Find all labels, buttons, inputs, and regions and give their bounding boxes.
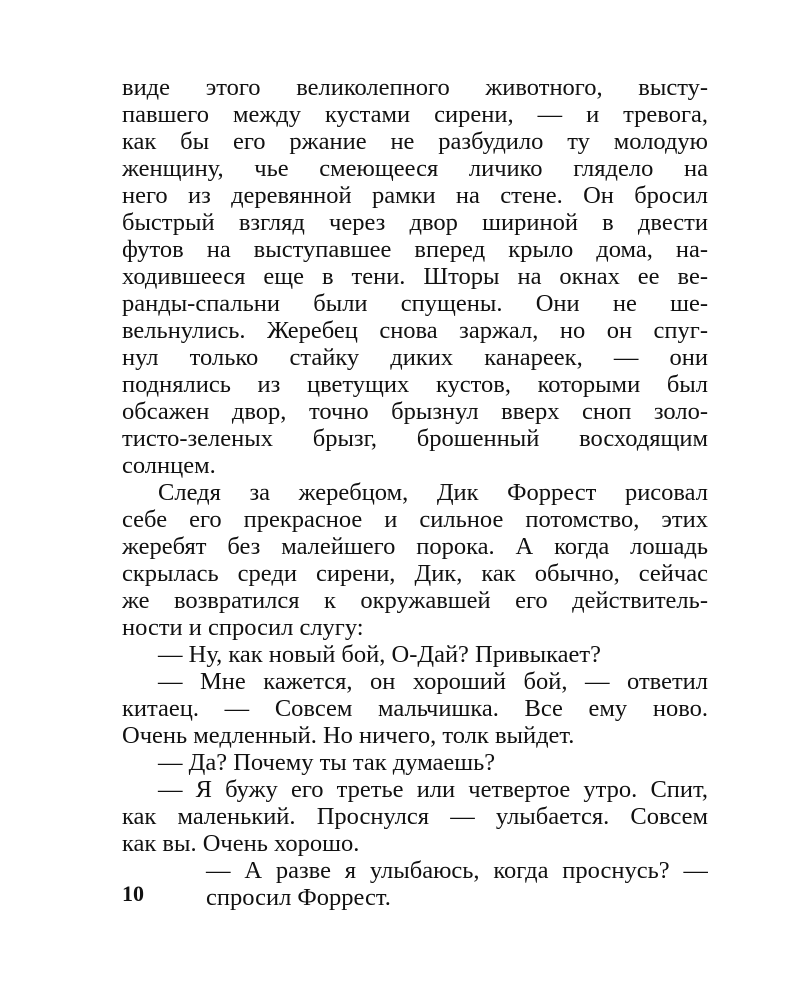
dialogue-line: — Да? Почему ты так думаешь? — [158, 749, 496, 776]
text-line: себе его прекрасное и сильное потомство, этих — [122, 506, 708, 533]
text-line: ходившееся еще в тени. Шторы на окнах ее ве- — [122, 263, 708, 290]
dialogue-line: как вы. Очень хорошо. — [122, 830, 360, 857]
text-line: же возвратился к окружавшей его действитель- — [122, 587, 708, 614]
text-line: жеребят без малейшего порока. А когда лошадь — [122, 533, 708, 560]
dialogue-line: — Мне кажется, он хороший бой, — ответил — [158, 668, 708, 695]
text-line: тисто-зеленых брызг, брошенный восходящим — [122, 425, 708, 452]
text-line: Следя за жеребцом, Дик Форрест рисовал — [158, 479, 708, 506]
dialogue-line: — А разве я улыбаюсь, когда проснусь? — — [206, 857, 708, 884]
dialogue-line: как маленький. Проснулся — улыбается. Совсем — [122, 803, 708, 830]
text-line: ранды-спальни были спущены. Они не ше- — [122, 290, 708, 317]
text-line: скрылась среди сирени, Дик, как обычно, сейчас — [122, 560, 708, 587]
dialogue-line: — Ну, как новый бой, О-Дай? Привыкает? — [158, 641, 601, 668]
dialogue-line: — Я бужу его третье или четвертое утро. Спит, — [158, 776, 708, 803]
text-line: павшего между кустами сирени, — и тревога, — [122, 101, 708, 128]
text-line: как бы его ржание не разбудило ту молодую — [122, 128, 708, 155]
text-line: вельнулись. Жеребец снова заржал, но он спуг- — [122, 317, 708, 344]
text-line: футов на выступавшее вперед крыло дома, на- — [122, 236, 708, 263]
dialogue-line: китаец. — Совсем мальчишка. Все ему ново. — [122, 695, 708, 722]
body-text — [122, 74, 708, 911]
text-line: солнцем. — [122, 452, 216, 479]
text-line: быстрый взгляд через двор шириной в двести — [122, 209, 708, 236]
text-line: ности и спросил слугу: — [122, 614, 364, 641]
text-line: обсажен двор, точно брызнул вверх сноп золо- — [122, 398, 708, 425]
page-number: 10 — [122, 881, 144, 906]
text-line: виде этого великолепного животного, высту- — [122, 74, 708, 101]
text-line: нул только стайку диких канареек, — они — [122, 344, 708, 371]
dialogue-line: спросил Форрест. — [206, 884, 391, 911]
text-line: поднялись из цветущих кустов, которыми был — [122, 371, 708, 398]
text-line: женщину, чье смеющееся личико глядело на — [122, 155, 708, 182]
text-line: него из деревянной рамки на стене. Он бросил — [122, 182, 708, 209]
dialogue-line: Очень медленный. Но ничего, толк выйдет. — [122, 722, 575, 749]
